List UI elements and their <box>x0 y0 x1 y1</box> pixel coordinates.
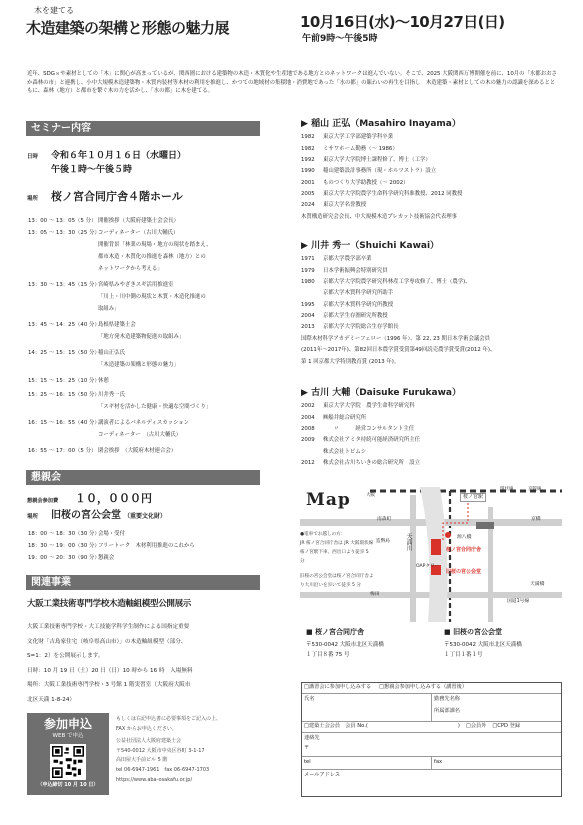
career-text: ものつくり大学助教授（～ 2002） <box>323 179 409 186</box>
schedule-row <box>28 432 268 448</box>
org-name: 公益社団法人大阪府建築士会 <box>116 738 182 745</box>
map-label-route1: 国道1号線 <box>507 599 530 604</box>
schedule-row <box>28 230 268 242</box>
mail-label: メールアドレス <box>304 772 341 778</box>
fax-note: もしくは右記申込書に必要事項をご記入の上、 <box>116 716 222 722</box>
schedule-row <box>28 282 268 294</box>
career-row <box>301 146 571 157</box>
career-year: 2005 <box>301 191 315 198</box>
career-row <box>301 290 571 301</box>
career-text: 国際木材科学アカデミーフェロー（1996 年）、第 22, 23 期日本学術会議会員 <box>301 335 491 342</box>
org-address: 〒540-0012 大阪市中央区谷町 3-1-17 <box>116 747 205 754</box>
career-text: 京都大学大学院総合生存学館長 <box>323 324 399 331</box>
schedule-row <box>28 294 268 306</box>
career-row <box>301 415 571 426</box>
dept-label: 所属部課名 <box>434 708 460 715</box>
career-year <box>301 290 323 301</box>
org-tel: tel 06-6947-1961 fax 06-6947-1703 <box>116 766 210 773</box>
career-year: 1971 <box>301 256 315 263</box>
event-dates: 10月16日(水)～10月27日(日) <box>300 13 505 31</box>
party-text: フリートーク 木材利用推進のこれから <box>98 543 195 549</box>
career-text: ㈱船井総合研究所 <box>323 414 367 421</box>
related-heading-text: 関連事業 <box>31 577 71 588</box>
career-row <box>301 268 571 279</box>
map-label-minami: 南森町 <box>377 517 392 522</box>
schedule-time: 16：55 ～ 17：00（5 分） <box>28 448 97 454</box>
map-note: ●電車でお越しの方： <box>300 532 346 537</box>
schedule-text: 川井秀一氏 <box>98 392 125 398</box>
form-row-name <box>302 694 561 722</box>
venue-name-text: 桜ノ宮合同庁舎 <box>315 628 365 636</box>
name-label: 氏名 <box>304 696 315 702</box>
contact-field[interactable] <box>302 733 561 757</box>
party-text: 会場・受付 <box>98 531 125 537</box>
check-seminar[interactable]: □講習会に参加申し込みする <box>304 684 372 691</box>
map-label-river: 天満川 <box>405 533 413 551</box>
schedule-time: 13：30 ～ 13：45（15 分） <box>28 282 100 288</box>
schedule-text: コーディネーター （古川大輔氏） <box>98 432 182 438</box>
qr-code-icon[interactable] <box>50 744 86 780</box>
related-line: 日時：10 月 19 日（土）20 日（日）10 時から 16 時 入場無料 <box>27 667 193 674</box>
career-text: (2011年～2017年)、第82回日本農学賞受賞第49回読売農学賞受賞(2012 年)、 <box>301 347 496 354</box>
venue-name: ■ 旧桜の宮公会堂 <box>444 628 503 636</box>
map-label-keihan: 京阪線 <box>528 487 542 492</box>
career-text: 稲山建築設計事務所（現・ホルツストラ）設立 <box>323 168 437 175</box>
related-title: 大阪工業技術専門学校木造軸組模型公開展示 <box>27 599 192 609</box>
career-text: 株式会社古川ちいきの総合研究所 設立 <box>323 460 421 467</box>
career-row <box>301 313 571 324</box>
venue-2 <box>444 628 574 659</box>
seminar-place-value: 桜ノ宮合同庁舎４階ホール <box>51 190 183 203</box>
map-label-hall: 旧桜の宮公会堂 <box>446 569 482 575</box>
speaker-name: ▶ 古川 大輔（Daisuke Furukawa） <box>301 388 461 398</box>
career-text: 東京大学大学院 農学生命科学研究科 <box>323 403 415 410</box>
career-row <box>301 437 571 448</box>
nonmember-check[interactable]: □会員外 <box>465 723 487 730</box>
form-row-tel <box>302 757 561 770</box>
career-year: 2002 <box>301 403 315 410</box>
schedule-row <box>28 448 268 460</box>
party-place-value: 旧桜の宮公会堂 <box>51 510 121 521</box>
career-year: 2004 <box>301 313 315 320</box>
career-row <box>301 191 571 202</box>
schedule-text: コーディネーター（古川大輔氏） <box>98 230 179 236</box>
speaker-name: ▶ 稲山 正弘（Masahiro Inayama） <box>301 119 461 129</box>
schedule-time <box>28 294 98 306</box>
career-text: 株式会社トビムシ <box>323 448 367 455</box>
schedule-time: 16：15 ～ 16：55（40 分） <box>28 420 100 426</box>
schedule-text: 「地方発木造建築物促進の取組み」 <box>98 334 185 340</box>
schedule-text: 宮崎県みやざきスギ活用推進室 <box>98 282 174 288</box>
career-year: 1982 <box>301 145 315 152</box>
map-title: Map <box>306 490 351 510</box>
tel-field[interactable] <box>302 757 432 769</box>
career-row <box>301 279 571 290</box>
seminar-place <box>27 190 183 205</box>
party-time: 18：00 ～ 18：30（30 分） <box>28 531 100 537</box>
party-schedule-row <box>28 531 268 543</box>
header-subtitle: 木を建てる <box>34 6 74 15</box>
schedule-text: 「川上・川中側の現状と木質・木造化推進の <box>98 294 206 300</box>
apply-deadline: （申込締切 10 月 10 日） <box>37 781 99 788</box>
career-text: 木質構造研究会会長、中大規模木造プレカット技術協会代表理事 <box>301 213 458 220</box>
schedule-time: 15：25 ～ 16：15（50 分） <box>28 392 100 398</box>
map-label-oap: OAPタワー <box>416 564 440 569</box>
seminar-date-value: 令和６年１０月１６日（水曜日） <box>51 151 187 161</box>
career-text: 東京大学工学部建築学科卒業 <box>323 134 394 141</box>
seminar-schedule <box>28 218 268 460</box>
career-year: 1982 <box>301 134 315 141</box>
career-text: 東京大学大学院農学生命科学研究科准教授、2012 同教授 <box>323 191 463 198</box>
related-line: S=1：2）を公開展示します。 <box>27 653 104 659</box>
seminar-date-label: 日時 <box>27 154 39 160</box>
speaker-2 <box>301 240 571 370</box>
career-row <box>301 460 571 471</box>
map-label-sakuranomiya: 桜ノ宮駅 <box>460 493 486 502</box>
schedule-text: 稲山正弘氏 <box>98 350 125 356</box>
career-row <box>301 134 571 145</box>
career-text: 京都大学生存圏研究所教授 <box>323 313 388 320</box>
fax-field[interactable] <box>432 757 444 769</box>
schedule-row <box>28 404 268 420</box>
party-place <box>27 509 166 523</box>
event-hours: 午前9時～午後5時 <box>302 34 378 44</box>
party-place-label: 場所 <box>27 514 39 520</box>
schedule-row <box>28 218 268 230</box>
schedule-time <box>28 266 98 282</box>
career-year: 2024 <box>301 202 315 209</box>
map-label-osaka: 大阪 <box>366 493 375 498</box>
party-fee <box>27 492 152 507</box>
party-place-note: （重要文化財） <box>124 513 167 520</box>
map-note: JR 桜ノ宮合同庁舎は JR 大阪環状線桜ノ宮駅下車、西出口より徒歩 5 分 <box>300 541 374 564</box>
schedule-time: 13：45 ～ 14：25（40 分） <box>28 322 100 328</box>
career-row <box>301 180 571 191</box>
career-year: 2004 <box>301 414 315 421</box>
apply-web: WEB で申込 <box>52 733 84 740</box>
name-field[interactable] <box>302 694 432 721</box>
map-label-kyobashi: 京橋 <box>531 517 541 522</box>
schedule-row <box>28 322 268 334</box>
map-label-bridge: 源八橋 <box>457 535 472 540</box>
career-year: 1980 <box>301 278 315 285</box>
intro-text: 近年、SDGｓや素材としての「木」に関心が高まっているが、関西圏における建築物の木造・木質化や生産地である地方とのネットワークは進んでいない。そこで、2025 大阪関西万博開催を前に、10月の「水都おおさか森林の市」と連携し、小中大規模木造建築物・木質内装材等木材の利用を推進し、かつての地域材の集積地・消費地であった「水の都」の賑わいの再生を目指し 木造建築・素材としての木の魅力の認識を深めるとともに、森林（地方）と都市を繋ぐ木の力を活かし、「水の都」に木を建てる。 <box>27 71 557 95</box>
schedule-text: 閉会挨拶 （大阪府木材連合会） <box>98 448 177 454</box>
career-row <box>301 202 571 213</box>
party-text: 懇親会 <box>98 555 115 561</box>
schedule-time: 13：05 ～ 13：30（25 分） <box>28 230 100 236</box>
career-row <box>301 157 571 168</box>
career-year: 1990 <box>301 168 315 175</box>
schedule-row <box>28 242 268 254</box>
schedule-time <box>28 242 98 254</box>
company-field[interactable] <box>432 694 462 721</box>
schedule-text: 「スギ材を活かした健康・快適な空間づくり」 <box>98 404 212 410</box>
related-line: 大阪工業技術専門学校・大工技能学科学生制作による国指定重要 <box>27 624 190 630</box>
career-year: 2008 <box>301 425 315 432</box>
career-year: 2009 <box>301 437 315 444</box>
schedule-text: 「木造建築の架構と形態の魅力」 <box>98 362 179 368</box>
schedule-row <box>28 392 268 404</box>
career-text: 京都大学木質科学研究所教授 <box>323 301 394 308</box>
career-year: 1979 <box>301 267 315 274</box>
tel-label: tel <box>304 759 311 765</box>
schedule-time <box>28 254 98 266</box>
speaker-name-text: 稲山 正弘（Masahiro Inayama） <box>311 119 461 129</box>
member-end: ) <box>457 723 460 730</box>
zip-label: 〒 <box>304 745 310 752</box>
seminar-heading-text: セミナー内容 <box>31 123 91 134</box>
seminar-time: 午後１時～午後５時 <box>51 165 133 175</box>
speaker-name: ▶ 川井 秀一（Shuichi Kawai） <box>301 241 440 251</box>
career-text: 日本学術振興会特別研究員 <box>323 267 388 274</box>
speaker-3 <box>301 387 571 471</box>
contact-label: 連絡先 <box>304 735 320 741</box>
venue-name-text: 旧桜の宮公会堂 <box>453 628 503 636</box>
speaker-1 <box>301 118 571 225</box>
schedule-text: 講演者によるパネルディスカッション <box>98 420 190 426</box>
venue-1 <box>306 628 436 659</box>
cpd-check[interactable]: □CPD 登録 <box>492 723 521 730</box>
career-row <box>301 256 571 267</box>
member-check[interactable]: □建築士会会員 会員 No.( <box>304 723 368 730</box>
apply-info <box>116 715 286 785</box>
schedule-row <box>28 306 268 322</box>
schedule-time <box>28 306 98 322</box>
schedule-text: 島根県建築士会 <box>98 322 136 328</box>
career-text: ミサワホーム勤務（～ 1986） <box>323 145 398 152</box>
map-notes <box>300 530 374 590</box>
career-year: 1995 <box>301 301 315 308</box>
related-line: 北区天満 1-8-24） <box>27 696 76 703</box>
schedule-text: 都市木造・木質化の推進を森林（地方）との <box>98 254 206 260</box>
career-row <box>301 302 571 313</box>
schedule-text: 開催挨拶（大阪府建築士会会長） <box>98 218 179 224</box>
career-text: 〃 経営コンサルタント主任 <box>323 425 415 432</box>
related-line: 場所：大阪工業技術専門学校・3 号館 1 階実習室（大阪府大阪市 <box>27 682 191 688</box>
career-text: 京都大学大学院農学研究科林産工学専攻修了、博士（農学)、 <box>323 278 471 285</box>
seminar-date <box>27 150 186 162</box>
career-year <box>301 449 323 460</box>
apply-box <box>27 713 109 795</box>
career-text: 東京大学大学院博士課程修了、博士（工学） <box>323 156 431 163</box>
career-text: 京都大学木質科学研究所助手 <box>323 290 394 297</box>
speaker-name-text: 川井 秀一（Shuichi Kawai） <box>311 241 440 251</box>
career-text: 株式会社アミタ持続可能経済研究所主任 <box>323 437 421 444</box>
seminar-place-label: 場所 <box>27 196 39 202</box>
schedule-time: 14：25 ～ 15：15（50 分） <box>28 350 100 356</box>
schedule-row <box>28 254 268 266</box>
map-label-tenma: 天満橋 <box>530 582 545 587</box>
venue-zip: 〒530-0042 大阪市北区天満橋 <box>444 642 522 649</box>
party-schedule <box>28 531 268 567</box>
party-fee-label: 懇親会参加費 <box>27 498 59 504</box>
schedule-text: 休憩 <box>98 378 109 384</box>
schedule-text: 開催背景「林業の現場・地方の現状を踏まえ、 <box>98 242 212 248</box>
related-heading <box>26 575 260 590</box>
career-row <box>301 359 571 370</box>
career-row <box>301 449 571 460</box>
career-year: 2012 <box>301 460 315 467</box>
map-label-kanjo: 環状線 <box>500 487 514 492</box>
party-time: 18：30 ～ 19：00（30 分） <box>28 543 100 549</box>
schedule-row <box>28 420 268 432</box>
schedule-text: 取組み」 <box>98 306 120 312</box>
schedule-row <box>28 334 268 350</box>
party-time: 19：00 ～ 20：30（90 分） <box>28 555 100 561</box>
venue-addr: １丁目１番１号 <box>444 651 483 658</box>
party-schedule-row <box>28 555 268 567</box>
speaker-name-text: 古川 大輔（Daisuke Furukawa） <box>311 388 461 398</box>
map-label-bunka: 造幣局 <box>376 539 390 544</box>
schedule-row <box>28 362 268 378</box>
company-label: 勤務先名称 <box>434 696 460 702</box>
career-year: 2001 <box>301 179 315 186</box>
seminar-heading <box>26 121 260 136</box>
party-heading-text: 懇親会 <box>31 472 61 483</box>
career-row <box>301 214 571 225</box>
application-form <box>301 682 562 797</box>
venue-addr: １丁目８番 75 号 <box>306 651 350 658</box>
career-row <box>301 336 571 347</box>
career-year: 1992 <box>301 156 315 163</box>
map-label-ume: 梅田 <box>370 592 380 597</box>
schedule-row <box>28 350 268 362</box>
org-url[interactable]: https://www.aba-osakafu.or.jp/ <box>116 776 193 783</box>
career-row <box>301 168 571 179</box>
page-title: 木造建築の架構と形態の魅力展 <box>26 19 230 37</box>
form-checks <box>302 683 561 694</box>
career-text: 東京大学名誉教授 <box>323 202 367 209</box>
apply-title: 参加申込 <box>43 717 92 731</box>
schedule-row <box>28 266 268 282</box>
schedule-time: 15：15 ～ 15：25（10 分） <box>28 378 100 384</box>
fax-note: FAX からお申込ください。 <box>116 725 177 732</box>
related-line: 文化財「吉島家住宅（岐阜県高山市）」の木造軸組模型（部分、 <box>27 638 187 645</box>
map-note: 旧桜の宮公会堂は桜ノ宮合同庁舎より大川沿いを歩いて徒歩 5 分 <box>300 574 374 588</box>
schedule-time <box>28 432 98 448</box>
schedule-time <box>28 404 98 420</box>
career-row <box>301 403 571 414</box>
related-body <box>27 620 277 707</box>
mail-field[interactable] <box>302 770 561 783</box>
career-text: 第 1 回京都大学特別教育賞 (2013 年)。 <box>301 358 400 365</box>
venue-zip: 〒530-0042 大阪市北区天満橋 <box>306 642 384 649</box>
map-label-tower: 桜ノ宮合同庁舎 <box>446 547 482 553</box>
party-schedule-row <box>28 543 268 555</box>
schedule-text: ネットワークから考える」 <box>98 266 163 272</box>
party-heading <box>26 470 260 485</box>
career-year: 2013 <box>301 324 315 331</box>
schedule-row <box>28 378 268 392</box>
check-party[interactable]: □懇親会参加申し込みする（講習後） <box>379 684 468 691</box>
schedule-time <box>28 334 98 350</box>
career-row <box>301 324 571 335</box>
career-row <box>301 426 571 437</box>
org-building: 高田屋大手前ビル 5 階 <box>116 757 168 764</box>
venue-name: ■ 桜ノ宮合同庁舎 <box>306 628 365 636</box>
schedule-time <box>28 362 98 378</box>
career-text: 京都大学農学部卒業 <box>323 256 372 263</box>
form-row-member <box>302 722 561 733</box>
schedule-time: 13：00 ～ 13：05（5 分） <box>28 218 97 224</box>
fax-label: fax <box>434 759 443 765</box>
party-fee-value: １０，０００円 <box>75 492 152 505</box>
career-row <box>301 347 571 358</box>
